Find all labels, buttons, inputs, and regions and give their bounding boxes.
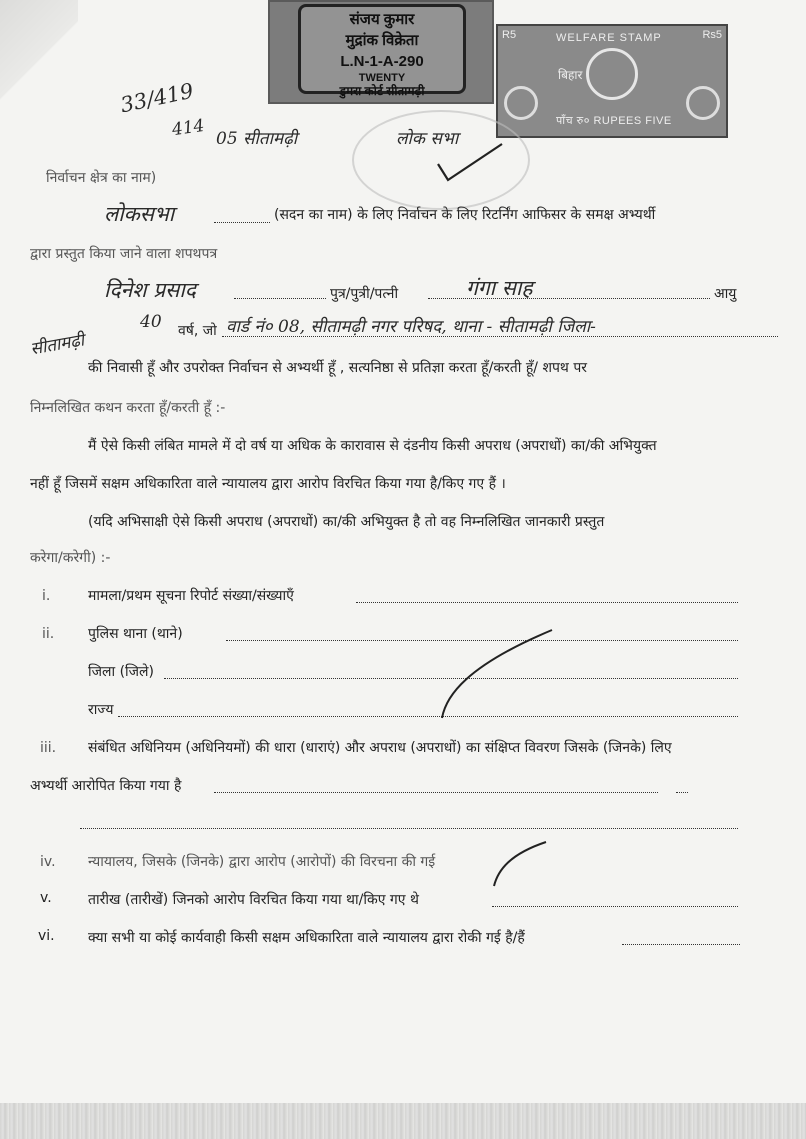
- reference-sub-number: 414: [170, 115, 206, 141]
- declaration-para1-line2: नहीं हूँ जिसमें सक्षम अधिकारिता वाले न्यायालय द्वारा आरोप विरचित किया गया है/किए गए हैं ।: [30, 476, 506, 492]
- years-label: वर्ष, जो: [178, 323, 217, 339]
- page-corner-fold: [0, 0, 78, 140]
- relation-label: पुत्र/पुत्री/पत्नी: [330, 286, 399, 302]
- item-v-label: तारीख (तारीखें) जिनको आरोप विरचित किया गया था/किए गए थे: [88, 892, 419, 908]
- check-mark-icon: [436, 140, 506, 184]
- wheel-icon: [686, 86, 720, 120]
- declaration-para1-line1: मैं ऐसे किसी लंबित मामले में दो वर्ष या अधिक के कारावास से दंडनीय किसी अपराध (अपराधों) का/की अभियुक्त: [88, 438, 657, 454]
- reference-number: 33/419: [118, 78, 196, 118]
- item-vi-line: [622, 944, 740, 945]
- welfare-stamp-region: बिहार: [558, 68, 583, 82]
- item-ii-number: ii.: [42, 626, 55, 642]
- item-iii-line-c: [80, 828, 738, 829]
- item-iv-label: न्यायालय, जिसके (जिनके) द्वारा आरोप (आरोपों) की विरचना की गई: [88, 854, 436, 870]
- item-i-line: [356, 602, 738, 603]
- statement-intro: निम्नलिखित कथन करता हूँ/करती हूँ :-: [30, 400, 226, 416]
- vendor-seal: [298, 4, 466, 98]
- age-value: 40: [140, 312, 162, 332]
- item-iii-line-a: [214, 792, 658, 793]
- house-handwritten-header: लोक सभा: [396, 129, 459, 149]
- scan-edge-shadow: [0, 1103, 806, 1139]
- strike-mark-icon: [436, 626, 556, 722]
- item-ii-label: पुलिस थाना (थाने): [88, 626, 183, 642]
- item-iii-line-b: [676, 792, 688, 793]
- item-v-number: v.: [40, 890, 52, 906]
- candidate-name-line: [234, 298, 326, 299]
- affidavit-title: द्वारा प्रस्तुत किया जाने वाला शपथपत्र: [30, 246, 218, 262]
- welfare-stamp-title: WELFARE STAMP: [556, 32, 662, 44]
- wheel-icon: [504, 86, 538, 120]
- item-iii-number: iii.: [40, 740, 57, 756]
- declaration-para2-line1: (यदि अभिसाक्षी ऐसे किसी अपराध (अपराधों) का/की अभियुक्त है तो वह निम्नलिखित जानकारी प्रस्तुत: [88, 514, 605, 530]
- vendor-place: डुमरा कोर्ट सीतामढ़ी: [339, 84, 425, 98]
- constituency-label: निर्वाचन क्षेत्र का नाम): [46, 170, 157, 186]
- vendor-license: L.N-1-A-290: [340, 53, 424, 70]
- item-v-line: [492, 906, 738, 907]
- item-iv-number: iv.: [40, 854, 56, 870]
- item-i-label: मामला/प्रथम सूचना रिपोर्ट संख्या/संख्याएँ: [88, 588, 294, 604]
- item-vi-label: क्या सभी या कोई कार्यवाही किसी सक्षम अधिकारिता वाले न्यायालय द्वारा रोकी गई है/हैं: [88, 930, 525, 946]
- house-name-line: [214, 222, 270, 223]
- address-value: वार्ड नं० 08, सीतामढ़ी नगर परिषद, थाना - सीतामढ़ी जिला-: [226, 317, 596, 337]
- item-iii-line1: संबंधित अधिनियम (अधिनियमों) की धारा (धाराएं) और अपराध (अपराधों) का संक्षिप्त विवरण जिसके (जिनके) लिए: [88, 740, 672, 756]
- constituency-handwritten: 05 सीतामढ़ी: [216, 129, 298, 149]
- emblem-icon: [586, 48, 638, 100]
- parent-name: गंगा साह: [466, 276, 533, 300]
- stamp-value-left: R5: [502, 29, 517, 41]
- state-line: [118, 716, 738, 717]
- welfare-stamp: [496, 24, 728, 138]
- item-iii-line2: अभ्यर्थी आरोपित किया गया है: [30, 778, 182, 794]
- item-i-number: i.: [42, 588, 51, 604]
- stamp-value-right: Rs5: [702, 29, 722, 41]
- declaration-para2-line2: करेगा/करेगी) :-: [30, 550, 111, 566]
- house-label: (सदन का नाम) के लिए निर्वाचन के लिए रिटर्निंग आफिसर के समक्ष अभ्यर्थी: [274, 207, 656, 223]
- stamp-value-text: TWENTY: [358, 72, 406, 84]
- age-label: आयु: [714, 286, 737, 302]
- strike-mark-icon: [490, 840, 550, 890]
- item-vi-number: vi.: [38, 928, 55, 944]
- welfare-stamp-value: पाँच रु० RUPEES FIVE: [556, 115, 672, 127]
- candidate-name: दिनेश प्रसाद: [104, 278, 196, 302]
- house-name: लोकसभा: [104, 202, 175, 226]
- vendor-name: संजय कुमार: [349, 11, 415, 28]
- state-label: राज्य: [88, 702, 114, 718]
- district-label: जिला (जिले): [88, 664, 155, 680]
- vendor-title: मुद्रांक विक्रेता: [345, 32, 419, 49]
- place-handwritten: सीतामढ़ी: [28, 330, 86, 360]
- resident-statement: की निवासी हूँ और उपरोक्त निर्वाचन से अभ्यर्थी हूँ , सत्यनिष्ठा से प्रतिज्ञा करता हूँ/करती हूँ/ शपथ पर: [88, 360, 588, 376]
- vendor-stamp: [268, 0, 494, 104]
